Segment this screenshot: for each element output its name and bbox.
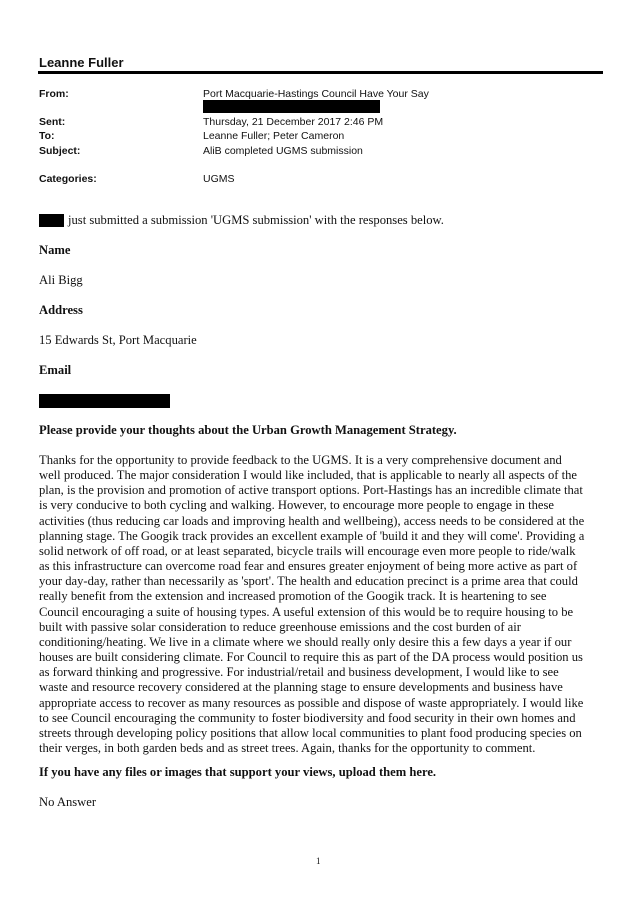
- email-heading: Email: [39, 363, 72, 377]
- categories-label: Categories:: [39, 173, 97, 185]
- subject-value: AliB completed UGMS submission: [203, 145, 363, 157]
- sent-label: Sent:: [39, 116, 66, 128]
- to-label: To:: [39, 130, 55, 142]
- thoughts-line: appropriate access to recover as many resources as possible and dispose of waste appropriately. I would like: [39, 695, 584, 710]
- from-label: From:: [39, 88, 69, 100]
- files-value: No Answer: [39, 795, 97, 809]
- thoughts-line: conditioning/heating. We live in a climate where we should really only desire this a few days a year if our: [39, 634, 572, 649]
- thoughts-heading: Please provide your thoughts about the Urban Growth Management Strategy.: [39, 423, 457, 437]
- thoughts-line: their verges, in both garden beds and as street trees. Again, thanks for the opportunity to comment.: [39, 740, 536, 755]
- redacted-email: [39, 394, 170, 408]
- intro-text: just submitted a submission 'UGMS submission' with the responses below.: [68, 213, 444, 227]
- thoughts-line: streets through developing policy positions that allow local communities to plant food producing species on: [39, 725, 582, 740]
- thoughts-line: as this infrastructure can overcome road fear and ensures greater enjoyment of being more active as part of: [39, 559, 578, 574]
- from-value: Port Macquarie-Hastings Council Have Your Say: [203, 88, 429, 100]
- thoughts-line: waste and resource recovery considered at the planning stage to ensure developments and business have: [39, 680, 563, 695]
- redacted-from-address: [203, 100, 380, 113]
- address-value: 15 Edwards St, Port Macquarie: [39, 333, 197, 347]
- thoughts-line: built with passive solar consideration to reduce greenhouse emissions and the cost burden of air: [39, 619, 521, 634]
- thoughts-line: your day-day, rather than necessarily as 'sport'. The health and education precinct is a prime area that could: [39, 574, 578, 589]
- thoughts-line: Council encouraging a suite of housing types. A useful extension of this would be to require housing to be: [39, 604, 574, 619]
- address-heading: Address: [39, 303, 83, 317]
- thoughts-line: really benefit from the extension and increased promotion of the Googik track. It is heartening to see: [39, 589, 547, 604]
- categories-value: UGMS: [203, 173, 235, 185]
- to-value: Leanne Fuller; Peter Cameron: [203, 130, 345, 142]
- redacted-submitter: [39, 214, 64, 227]
- thoughts-line: as forward thinking and progressive. For industrial/retail and business development, I would like to see: [39, 665, 559, 680]
- page-number: 1: [316, 856, 321, 866]
- thoughts-line: solid network of off road, or at least separated, bicycle trails will encourage even more people to ride/walk: [39, 543, 576, 558]
- thoughts-line: well produced. The major consideration I would like included, that is applicable to nearly all aspects of the: [39, 468, 577, 483]
- thoughts-line: to see Council encouraging the community to foster biodiversity and food security in their own homes and: [39, 710, 576, 725]
- header-rule: [38, 71, 603, 74]
- name-heading: Name: [39, 243, 71, 257]
- name-value: Ali Bigg: [39, 273, 83, 287]
- subject-label: Subject:: [39, 145, 81, 157]
- thoughts-paragraph: [39, 453, 602, 756]
- thoughts-line: Thanks for the opportunity to provide feedback to the UGMS. It is a very comprehensive document and: [39, 453, 562, 467]
- sent-value: Thursday, 21 December 2017 2:46 PM: [203, 116, 384, 128]
- files-heading: If you have any files or images that support your views, upload them here.: [39, 765, 437, 779]
- thoughts-line: plan, is the provision and promotion of active transport options. Port-Hastings has an incredible climate that: [39, 483, 583, 498]
- thoughts-line: is very conducive to both cycling and walking. However, to encourage more people to engage in these: [39, 498, 554, 513]
- thoughts-line: houses are built considering climate. For Council to require this as part of the DA process would position us: [39, 650, 583, 665]
- thoughts-line: planning stage. The Googik track provides an excellent example of 'build it and they will come'. Providing a: [39, 528, 585, 543]
- sender-name: Leanne Fuller: [39, 55, 124, 70]
- thoughts-line: activities (thus reducing car loads and improving health and wellbeing), access needs to be considered at the: [39, 513, 585, 528]
